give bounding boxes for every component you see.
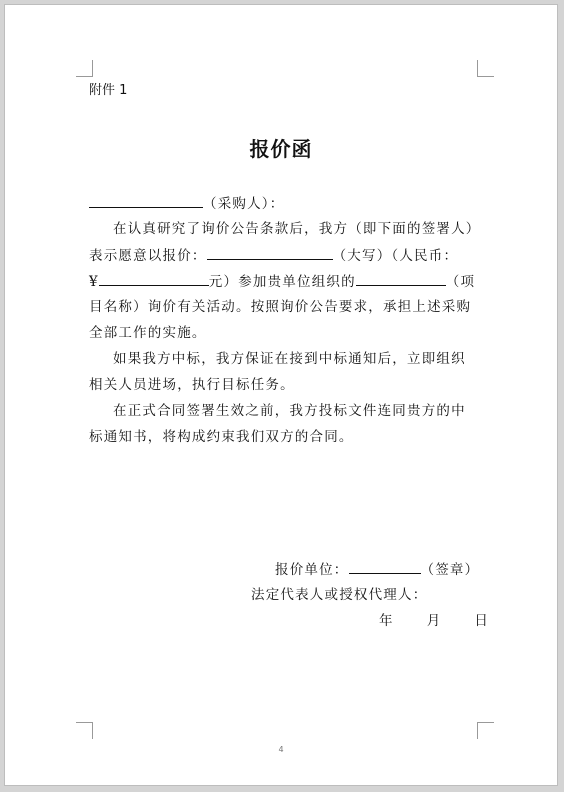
year-label: 年 <box>379 613 394 629</box>
page-number: 4 <box>278 745 284 754</box>
para1-line2-mid: （大写）（人民币： <box>332 248 459 264</box>
salutation-suffix: （采购人）： <box>203 196 285 212</box>
legal-rep-label: 法定代表人或授权代理人： <box>251 587 428 603</box>
salutation-line <box>89 193 284 214</box>
quote-unit-label: 报价单位： <box>275 562 349 578</box>
para2-line1: 如果我方中标，我方保证在接到中标通知后，立即组织 <box>113 351 466 367</box>
yen-sign: ¥ <box>89 274 99 290</box>
attachment-label: 附件 1 <box>89 83 128 98</box>
para1-line1: 在认真研究了询价公告条款后，我方（即下面的签署人） <box>113 221 481 237</box>
project-name-blank[interactable] <box>356 271 446 286</box>
purchaser-blank[interactable] <box>89 193 203 208</box>
crop-mark-top-left <box>76 60 93 77</box>
month-label: 月 <box>426 613 442 629</box>
crop-mark-bottom-right <box>477 722 494 739</box>
para1-line3-mid: 元）参加贵单位组织的 <box>208 274 356 290</box>
quote-unit-line <box>275 559 479 580</box>
day-label: 日 <box>474 613 490 629</box>
quote-unit-blank[interactable] <box>349 559 421 574</box>
para2-line2: 相关人员进场，执行目标任务。 <box>89 377 295 393</box>
para1-line4: 目名称）询价有关活动。按照询价公告要求，承担上述采购 <box>89 299 472 315</box>
para1-line3 <box>89 271 475 292</box>
para1-line5: 全部工作的实施。 <box>89 325 207 341</box>
price-rmb-blank[interactable] <box>99 271 209 286</box>
para1-line2 <box>89 245 458 266</box>
document-page <box>4 4 558 786</box>
seal-label: （签章） <box>420 562 480 578</box>
para1-line3-suffix: （项 <box>445 274 476 290</box>
crop-mark-bottom-left <box>76 722 93 739</box>
price-words-blank[interactable] <box>207 245 333 260</box>
para3-line1: 在正式合同签署生效之前，我方投标文件连同贵方的中 <box>113 403 466 419</box>
date-line <box>379 611 489 631</box>
para3-line2: 标通知书，将构成约束我们双方的合同。 <box>89 429 354 445</box>
para1-line2-prefix: 表示愿意以报价： <box>89 248 207 264</box>
document-title: 报价函 <box>249 137 313 161</box>
crop-mark-top-right <box>477 60 494 77</box>
